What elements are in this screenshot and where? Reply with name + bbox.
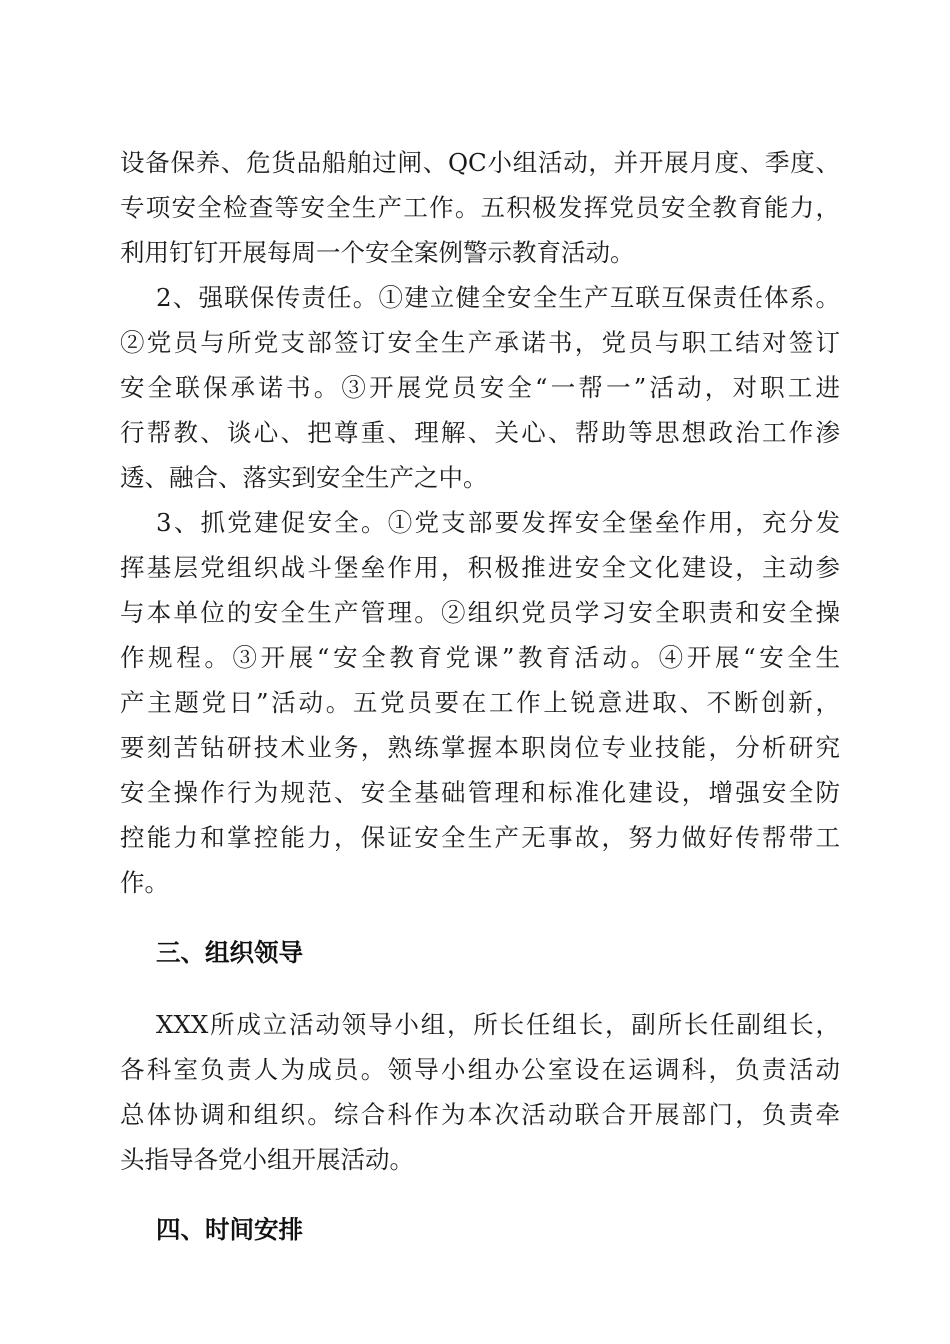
text-line: XXX所成立活动领导小组，所长任组长，副所长任副组长， bbox=[156, 1009, 840, 1039]
paragraph-organization bbox=[120, 1002, 840, 1182]
text-line: 透、融合、落实到安全生产之中。 bbox=[120, 463, 488, 492]
paragraph-joint-responsibility bbox=[120, 275, 840, 500]
document-page bbox=[120, 140, 840, 1278]
text-line: 头指导各党小组开展活动。 bbox=[120, 1144, 414, 1174]
text-line: 挥基层党组织战斗堡垒作用，积极推进安全文化建设，主动参 bbox=[120, 553, 840, 582]
paragraph-safety-work bbox=[120, 140, 840, 275]
text-line: 设备保养、危货品船舶过闸、QC小组活动，并开展月度、季度、 bbox=[120, 148, 840, 177]
text-line: 行帮教、谈心、把尊重、理解、关心、帮助等思想政治工作渗 bbox=[120, 418, 840, 447]
text-line: 利用钉钉开展每周一个安全案例警示教育活动。 bbox=[120, 238, 635, 267]
text-line: 产主题党日”活动。五党员要在工作上锐意进取、不断创新， bbox=[120, 688, 840, 717]
text-line: 2、强联保传责任。①建立健全安全生产互联互保责任体系。 bbox=[156, 283, 840, 312]
text-line: 专项安全检查等安全生产工作。五积极发挥党员安全教育能力， bbox=[120, 193, 840, 222]
section-heading-organization: 三、组织领导 bbox=[156, 938, 303, 968]
text-line: 安全联保承诺书。③开展党员安全“一帮一”活动，对职工进 bbox=[120, 373, 840, 402]
text-line: 控能力和掌控能力，保证安全生产无事故，努力做好传帮带工 bbox=[120, 823, 840, 852]
text-line: 要刻苦钻研技术业务，熟练掌握本职岗位专业技能，分析研究 bbox=[120, 733, 840, 762]
text-line: 安全操作行为规范、安全基础管理和标准化建设，增强安全防 bbox=[120, 778, 840, 807]
text-line: 各科室负责人为成员。领导小组办公室设在运调科，负责活动 bbox=[120, 1054, 840, 1084]
text-line: 总体协调和组织。综合科作为本次活动联合开展部门，负责牵 bbox=[120, 1099, 840, 1129]
text-line: 作。 bbox=[120, 868, 169, 897]
text-line: 3、抓党建促安全。①党支部要发挥安全堡垒作用，充分发 bbox=[156, 508, 840, 537]
text-line: ②党员与所党支部签订安全生产承诺书，党员与职工结对签订 bbox=[120, 328, 840, 357]
text-line: 作规程。③开展“安全教育党课”教育活动。④开展“安全生 bbox=[120, 643, 840, 672]
text-line: 与本单位的安全生产管理。②组织党员学习安全职责和安全操 bbox=[120, 598, 840, 627]
paragraph-party-building bbox=[120, 500, 840, 905]
section-heading-schedule: 四、时间安排 bbox=[156, 1214, 303, 1244]
